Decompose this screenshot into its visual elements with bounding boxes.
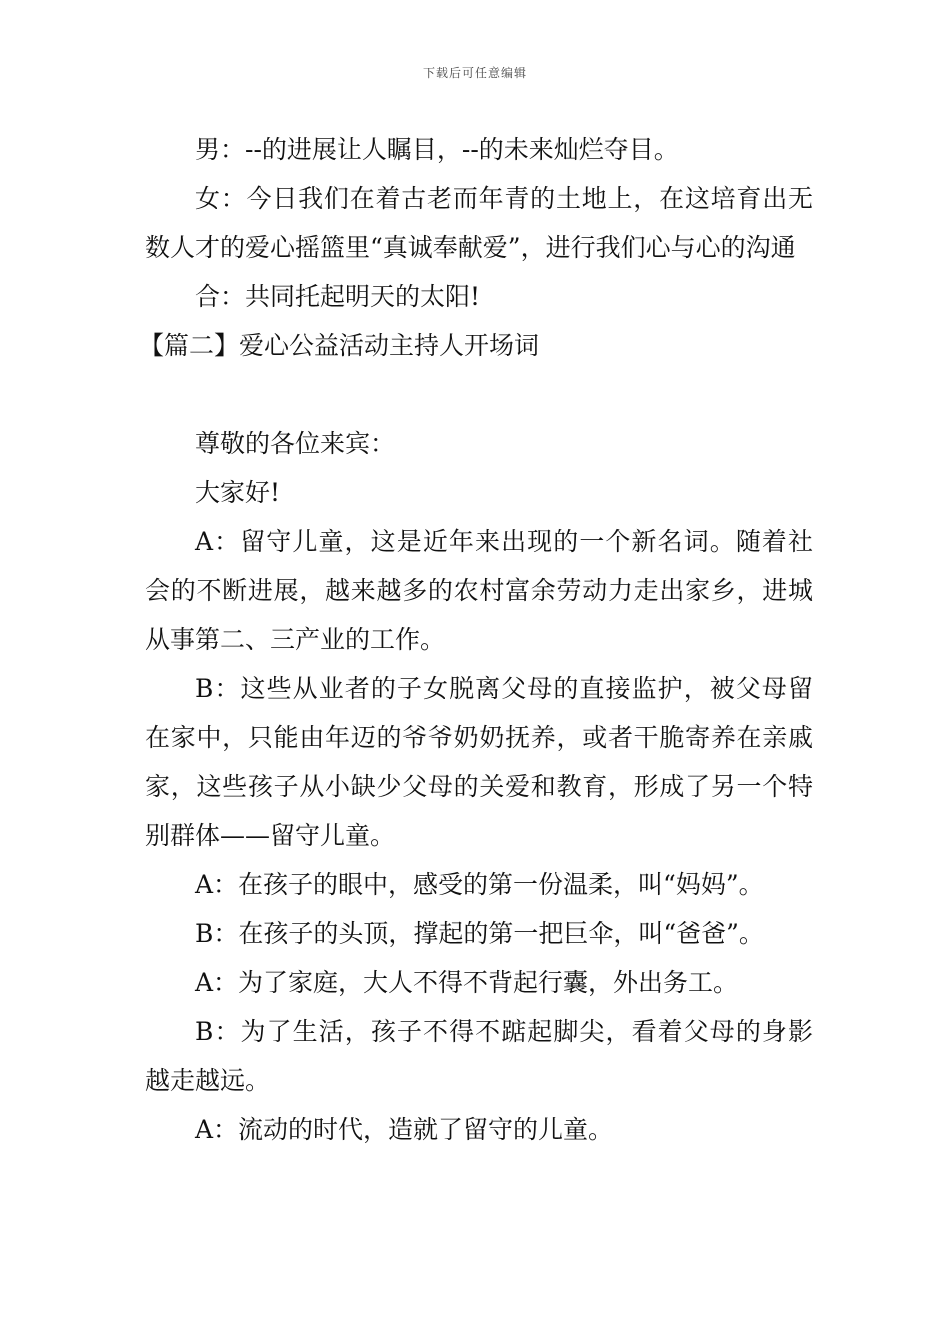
paragraph-male-line: 男：--的进展让人瞩目，--的未来灿烂夺目。 bbox=[195, 135, 679, 164]
paragraph-b-special-group: B：这些从业者的子女脱离父母的直接监护，被父母留在家中，只能由年迈的爷爷奶奶抚养，或者干脆寄养在亲戚家，这些孩子从小缺少父母的关爱和教育，形成了另一个特别群体——留守儿童。 bbox=[145, 674, 813, 850]
blank-line bbox=[145, 370, 813, 419]
section-heading: 【篇二】爱心公益活动主持人开场词 bbox=[139, 331, 540, 360]
paragraph-female-line: 女：今日我们在着古老而年青的土地上，在这培育出无数人才的爱心摇篮里“真诚奉献爱”，进行我们心与心的沟通 bbox=[145, 184, 813, 262]
paragraph-a-family: A：为了家庭，大人不得不背起行囊，外出务工。 bbox=[195, 968, 739, 997]
paragraph-a-mother: A：在孩子的眼中，感受的第一份温柔，叫“妈妈”。 bbox=[195, 870, 764, 899]
paragraph-salutation: 尊敬的各位来宾： bbox=[195, 429, 396, 458]
page-header: 下载后可任意编辑 bbox=[422, 66, 527, 80]
paragraph-a-mobile-era: A：流动的时代，造就了留守的儿童。 bbox=[195, 1115, 614, 1144]
paragraph-b-father: B：在孩子的头顶，撑起的第一把巨伞，叫“爸爸”。 bbox=[195, 919, 764, 948]
paragraph-a-left-behind-children: A：留守儿童，这是近年来出现的一个新名词。随着社会的不断进展，越来越多的农村富余劳动力走出家乡，进城从事第二、三产业的工作。 bbox=[145, 527, 813, 654]
paragraph-together-line: 合：共同托起明天的太阳! bbox=[195, 282, 481, 311]
paragraph-greeting: 大家好! bbox=[195, 478, 281, 507]
document-body bbox=[139, 125, 813, 1154]
paragraph-b-life: B：为了生活，孩子不得不踮起脚尖，看着父母的身影越走越远。 bbox=[145, 1017, 813, 1095]
